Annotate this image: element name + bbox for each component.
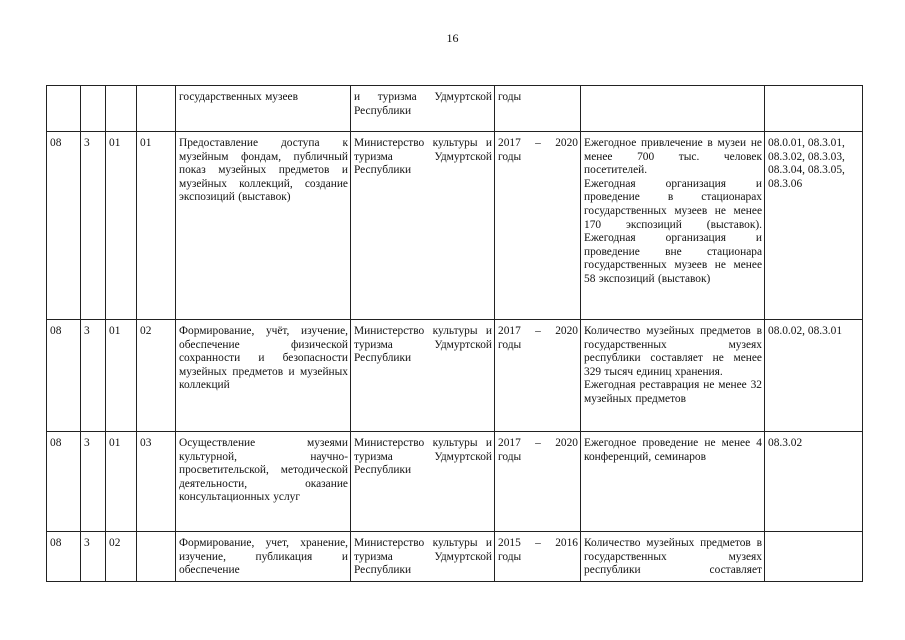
code-main-activity: 02	[106, 532, 137, 582]
expected-results	[581, 432, 765, 532]
executor: Министерство культуры и туризма Удмуртской Республики	[351, 532, 495, 582]
code-subprogram: 3	[81, 320, 106, 432]
table-row	[47, 432, 863, 532]
code-activity: 01	[137, 132, 176, 320]
code-activity	[137, 86, 176, 132]
code-activity	[137, 532, 176, 582]
activity-name	[176, 532, 351, 582]
executor: Министерство культуры и туризма Удмуртской Республики	[351, 132, 495, 320]
code-subprogram	[81, 86, 106, 132]
code-main-activity: 01	[106, 320, 137, 432]
activity-name-text: Формирование, учёт, изучение, обеспечение физической сохранности и безопасности музейных предметов и музейных коллекций	[179, 325, 348, 392]
executor: Министерство культуры и туризма Удмуртской Республики	[351, 432, 495, 532]
indicators: 08.3.02	[765, 432, 863, 532]
expected-results	[581, 132, 765, 320]
activity-name	[176, 132, 351, 320]
code-main-activity: 01	[106, 432, 137, 532]
table-row	[47, 132, 863, 320]
activity-name	[176, 320, 351, 432]
indicators	[765, 532, 863, 582]
executor: и туризма Удмуртской Республики	[351, 86, 495, 132]
activity-name-text: Предоставление доступа к музейным фондам, публичный показ музейных предметов и музейных коллекций, создание экспозиций (выставок)	[179, 137, 348, 204]
table-row	[47, 86, 863, 132]
period: 2017 – 2020 годы	[495, 432, 581, 532]
code-program	[47, 86, 81, 132]
result-paragraph: Ежегодное привлечение в музеи не менее 700 тыс. человек посетителей.	[584, 137, 762, 177]
activity-name-text: государственных музеев	[179, 91, 298, 103]
result-paragraph: Количество музейных предметов в государственных музеях республики составляет	[584, 537, 762, 577]
result-paragraph: Ежегодная реставрация не менее 32 музейных предметов	[584, 379, 762, 405]
code-program: 08	[47, 320, 81, 432]
code-activity: 02	[137, 320, 176, 432]
expected-results	[581, 532, 765, 582]
activity-name-text: Формирование, учет, хранение, изучение, публикация и обеспечение	[179, 537, 348, 577]
activity-name	[176, 86, 351, 132]
expected-results	[581, 320, 765, 432]
code-program: 08	[47, 532, 81, 582]
code-subprogram: 3	[81, 132, 106, 320]
activity-name-text: Осуществление музеями культурной, научно-просветительской, методической деятельности, оказание консультационных услуг	[179, 437, 348, 504]
table-row	[47, 320, 863, 432]
period: годы	[495, 86, 581, 132]
period: 2017 – 2020 годы	[495, 132, 581, 320]
code-activity: 03	[137, 432, 176, 532]
period: 2017 – 2020 годы	[495, 320, 581, 432]
result-paragraph: Ежегодное проведение не менее 4 конференций, семинаров	[584, 437, 762, 463]
program-table	[46, 85, 863, 582]
indicators: 08.0.02, 08.3.01	[765, 320, 863, 432]
code-main-activity: 01	[106, 132, 137, 320]
indicators	[765, 86, 863, 132]
code-subprogram: 3	[81, 532, 106, 582]
activity-name	[176, 432, 351, 532]
result-paragraph: Ежегодная организация и проведение в стационарах государственных музеев не менее 170 экспозиций (выставок). Ежегодная организация и проведение вне стационара государственных музеев не менее 58 экспозиций (выставок)	[584, 177, 762, 285]
result-paragraph: Количество музейных предметов в государственных музеях республики составляет не менее 329 тысяч единиц хранения.	[584, 325, 762, 378]
expected-results	[581, 86, 765, 132]
period: 2015 – 2016 годы	[495, 532, 581, 582]
code-main-activity	[106, 86, 137, 132]
executor: Министерство культуры и туризма Удмуртской Республики	[351, 320, 495, 432]
code-program: 08	[47, 432, 81, 532]
indicators: 08.0.01, 08.3.01, 08.3.02, 08.3.03, 08.3.04, 08.3.05, 08.3.06	[765, 132, 863, 320]
table-row	[47, 532, 863, 582]
page-number: 16	[446, 31, 459, 45]
code-program: 08	[47, 132, 81, 320]
code-subprogram: 3	[81, 432, 106, 532]
